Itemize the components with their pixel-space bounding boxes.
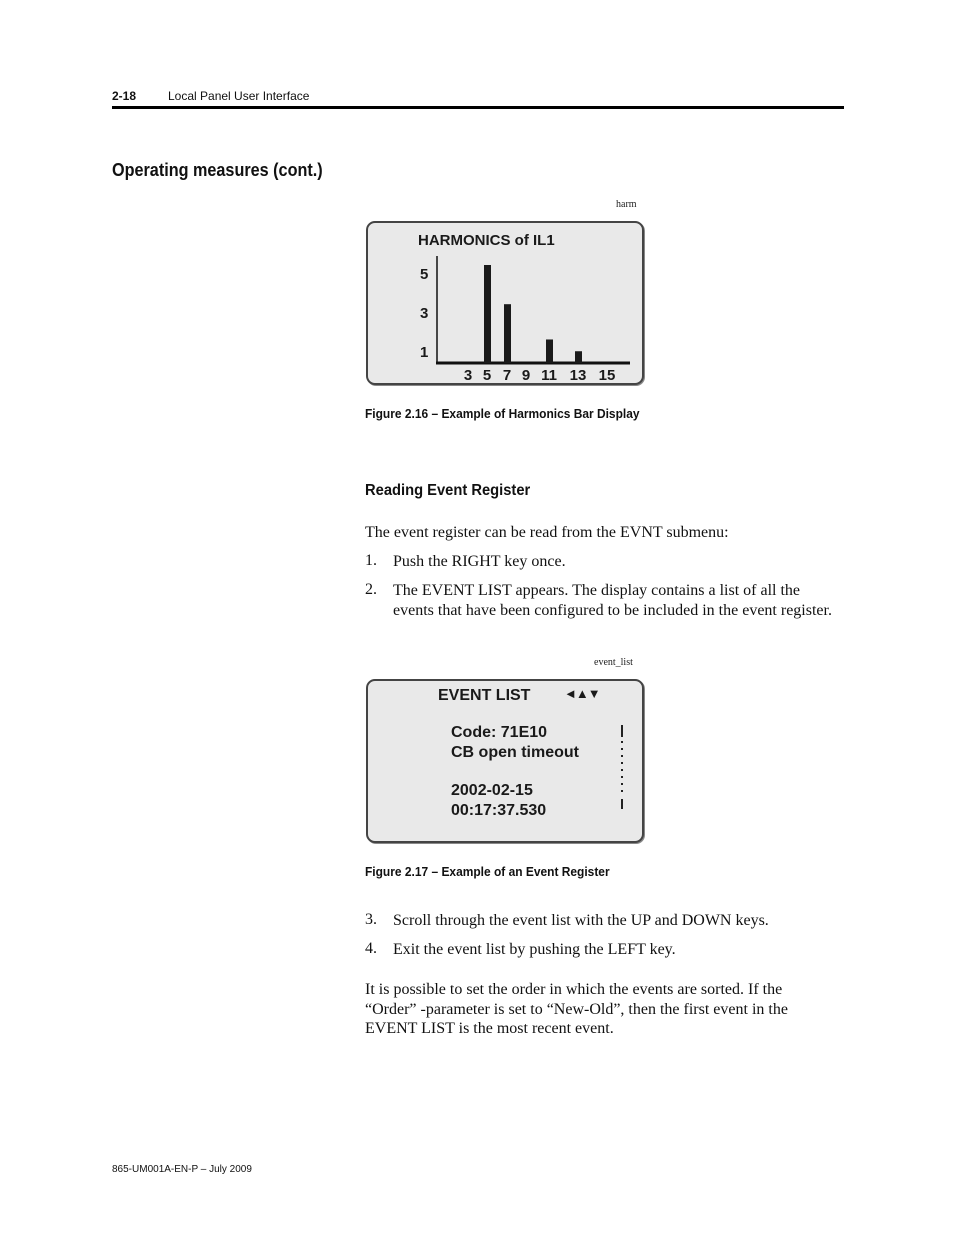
harmonic-bar <box>575 351 582 363</box>
step-number: 4. <box>365 940 377 957</box>
intro-text: The event register can be read from the EVNT submenu: <box>365 524 729 541</box>
step-number: 1. <box>365 552 377 569</box>
x-tick-label: 7 <box>502 367 512 383</box>
harmonic-bar <box>484 265 491 363</box>
step-text: Scroll through the event list with the UP and DOWN keys. <box>393 912 769 929</box>
figure-caption-1: Figure 2.16 – Example of Harmonics Bar Display <box>365 406 640 421</box>
x-tick-label: 15 <box>598 367 616 383</box>
x-tick-label: 9 <box>521 367 531 383</box>
scrollbar-indicator <box>618 725 626 809</box>
chapter-title: Local Panel User Interface <box>168 89 310 103</box>
step-text: Exit the event list by pushing the LEFT key. <box>393 941 676 958</box>
harmonic-bar <box>546 339 553 363</box>
x-tick-label: 3 <box>463 367 473 383</box>
closing-paragraph: It is possible to set the order in which the events are sorted. If the “Order” -parameter is set to “New-Old”, then the first event in the EVENT LIST is the most recent event. <box>365 981 788 1037</box>
figure-tag-harm: harm <box>616 199 637 210</box>
document-id: 865-UM001A-EN-P – July 2009 <box>112 1164 252 1175</box>
header-rule <box>112 106 844 109</box>
figure-caption-2: Figure 2.17 – Example of an Event Register <box>365 864 610 879</box>
chart-title: HARMONICS of IL1 <box>418 232 555 249</box>
y-tick-label: 3 <box>420 305 429 322</box>
subsection-title: Reading Event Register <box>365 482 531 499</box>
page-number: 2-18 <box>112 89 137 103</box>
x-tick-label: 11 <box>541 367 557 383</box>
harmonic-bar <box>504 304 511 363</box>
event-code: Code: 71E10 <box>451 724 548 741</box>
step-number: 2. <box>365 581 377 598</box>
y-tick-label: 5 <box>420 266 429 283</box>
event-time: 00:17:37.530 <box>451 802 547 819</box>
event-list-display <box>366 679 644 843</box>
x-tick-label: 5 <box>482 367 492 383</box>
y-tick-label: 1 <box>420 344 429 361</box>
harmonics-chart <box>368 223 642 383</box>
nav-arrows-icon: ◄▲▼ <box>564 686 600 701</box>
event-date: 2002-02-15 <box>451 782 533 799</box>
figure-tag-event-list: event_list <box>594 657 633 668</box>
step-number: 3. <box>365 911 377 928</box>
harmonics-display <box>366 221 644 385</box>
step-text: Push the RIGHT key once. <box>393 553 566 570</box>
event-description: CB open timeout <box>451 744 579 761</box>
step-text: The EVENT LIST appears. The display contains a list of all the events that have been configured to be included in the event register. <box>393 582 832 619</box>
x-tick-label: 13 <box>569 367 587 383</box>
section-title: Operating measures (cont.) <box>112 160 323 180</box>
event-list-title: EVENT LIST <box>438 687 531 704</box>
